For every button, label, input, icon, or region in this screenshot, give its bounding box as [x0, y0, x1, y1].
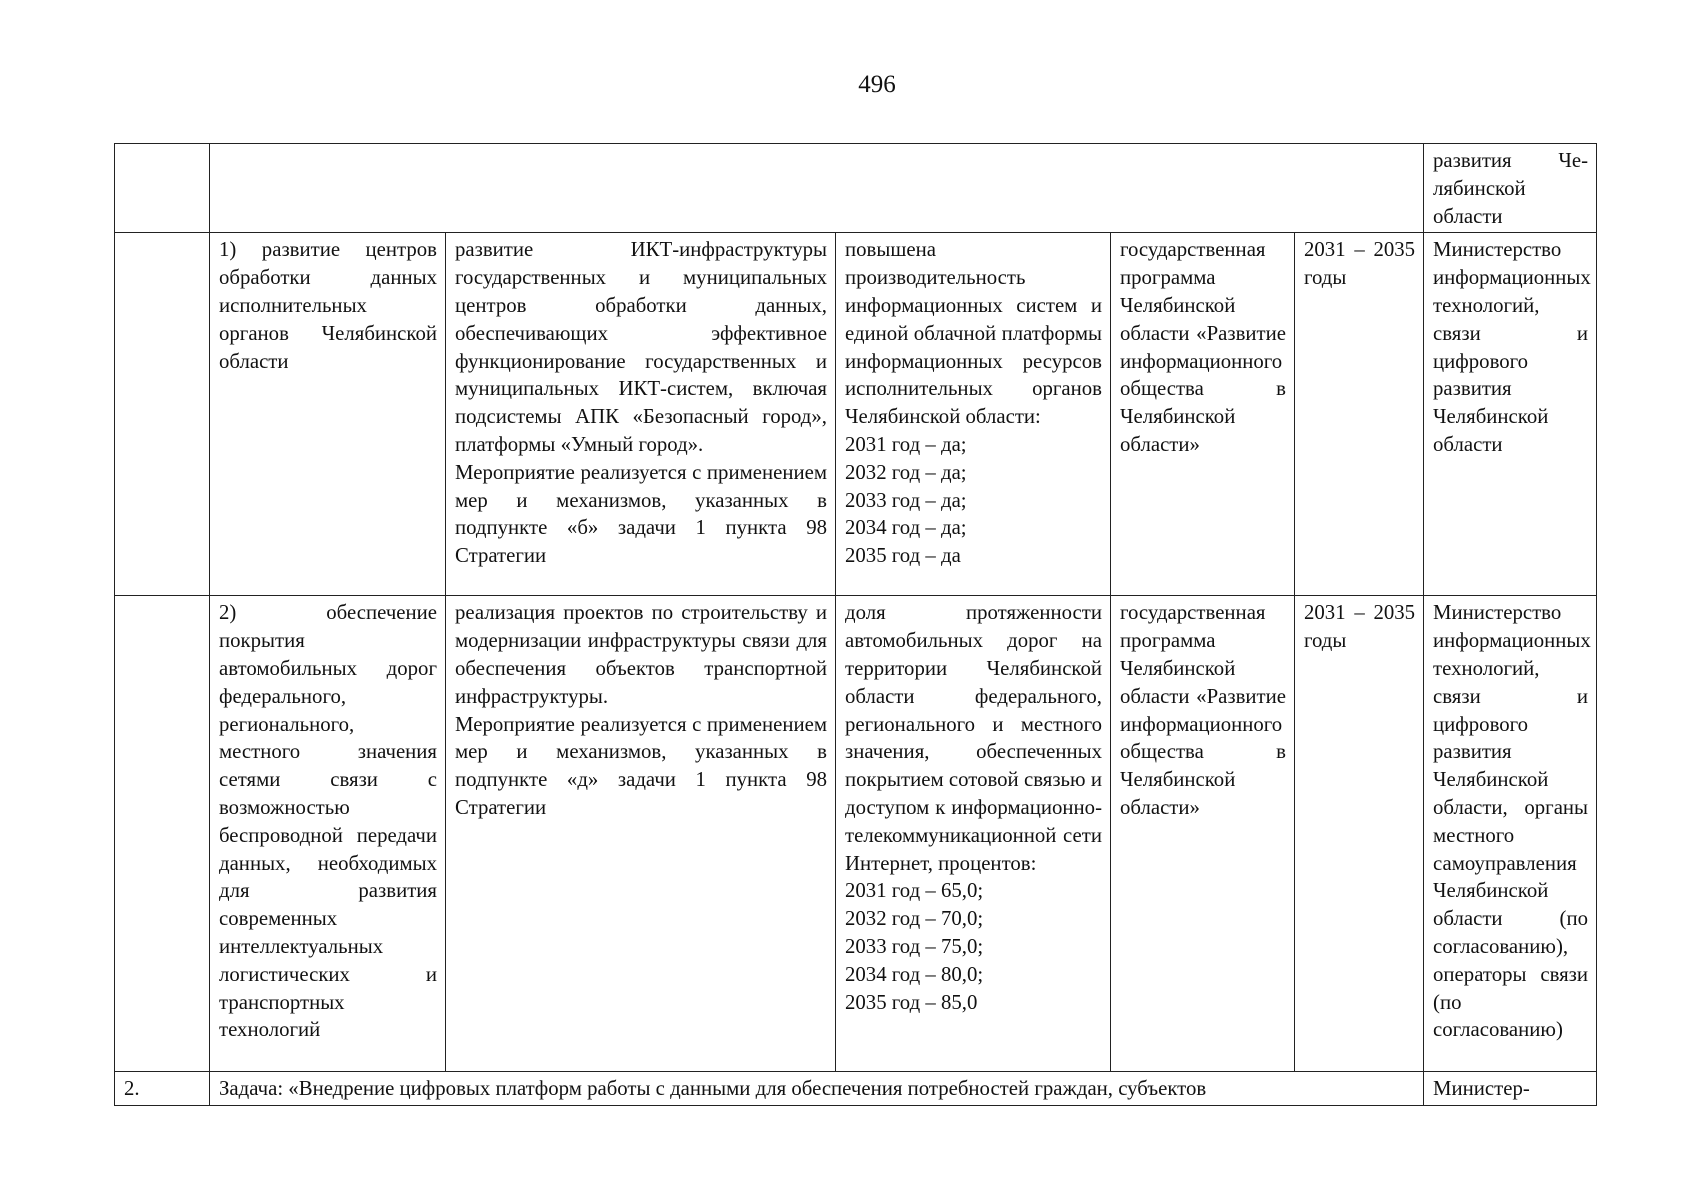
cell-period: 2031 – 2035 годы — [1295, 233, 1424, 596]
result-year: 2033 год – 75,0; — [845, 934, 984, 958]
result-year: 2031 год – да; — [845, 432, 967, 456]
result-text: повышена производительность информационных систем и единой облачной платформы информационных ресурсов исполнительных органов Челябинской области: — [845, 238, 1102, 429]
page-number: 496 — [858, 71, 896, 98]
cell-task: Задача: «Внедрение цифровых платформ работы с данными для обеспечения потребностей граждан, субъектов — [210, 1072, 1424, 1106]
cell-responsible: Министерство информационных технологий, связи и цифрового развития Челябинской области — [1424, 233, 1597, 596]
cell-number: 2. — [115, 1072, 210, 1106]
result-text: доля протяженности автомобильных дорог на территории Челябинской области федерального, регионального и местного значения, обеспеченных покрытием сотовой связью и доступом к информационно-телекоммуникационной сети Интернет, процентов: — [845, 601, 1102, 875]
cell-result — [836, 233, 1111, 596]
cell-number — [115, 596, 210, 1072]
result-year: 2032 год – 70,0; — [845, 907, 984, 931]
table-row-measure-2 — [115, 596, 1597, 1072]
result-year: 2032 год – да; — [845, 460, 967, 484]
cell-number — [115, 233, 210, 596]
cell-period: 2031 – 2035 годы — [1295, 596, 1424, 1072]
table-row-continuation — [115, 144, 1597, 233]
result-year: 2035 год – да — [845, 544, 961, 568]
content-note: Мероприятие реализуется с применением мер и механизмов, указанных в подпункте «д» задачи 1 пункта 98 Стратегии — [455, 712, 827, 819]
result-year: 2034 год – да; — [845, 516, 967, 540]
table-row-task — [115, 1072, 1597, 1106]
responsible-line: развития Че- — [1433, 149, 1589, 172]
cell-responsible — [1424, 144, 1597, 233]
cell-content — [446, 233, 836, 596]
cell-empty-span — [210, 144, 1424, 233]
content-main: реализация проектов по строительству и модернизации инфраструктуры связи для обеспечения объектов транспортной инфраструктуры. — [455, 601, 827, 708]
content-main: развитие ИКТ-инфраструктуры государственных и муниципальных центров обработки данных, обеспечивающих эффективное функционирование государственных и муниципальных ИКТ-систем, включая подсистемы АПК «Безопасный город», платформы «Умный город». — [455, 238, 827, 456]
cell-document: государственная программа Челябинской области «Развитие информационного общества в Челябинской области» — [1111, 233, 1295, 596]
responsible-line: лябинской — [1433, 176, 1526, 200]
cell-number — [115, 144, 210, 233]
cell-measure: 1) развитие центров обработки данных исполнительных органов Челябинской области — [210, 233, 446, 596]
result-year: 2031 год – 65,0; — [845, 879, 984, 903]
cell-content — [446, 596, 836, 1072]
cell-responsible: Министерство информационных технологий, связи и цифрового развития Челябинской области, органы местного самоуправления Челябинской области (по согласованию), операторы связи (по согласованию) — [1424, 596, 1597, 1072]
result-year: 2033 год – да; — [845, 488, 967, 512]
result-year: 2035 год – 85,0 — [845, 990, 978, 1014]
cell-measure: 2) обеспечение покрытия автомобильных дорог федерального, регионального, местного значения сетями связи с возможностью беспроводной передачи данных, необходимых для развития современных интеллектуальных логистических и транспортных технологий — [210, 596, 446, 1072]
cell-responsible: Министер- — [1424, 1072, 1597, 1106]
table-row-measure-1 — [115, 233, 1597, 596]
cell-document: государственная программа Челябинской области «Развитие информационного общества в Челябинской области» — [1111, 596, 1295, 1072]
cell-result — [836, 596, 1111, 1072]
strategy-table — [114, 143, 1597, 1106]
content-note: Мероприятие реализуется с применением мер и механизмов, указанных в подпункте «б» задачи 1 пункта 98 Стратегии — [455, 460, 827, 568]
result-year: 2034 год – 80,0; — [845, 962, 984, 986]
responsible-line: области — [1433, 204, 1503, 228]
